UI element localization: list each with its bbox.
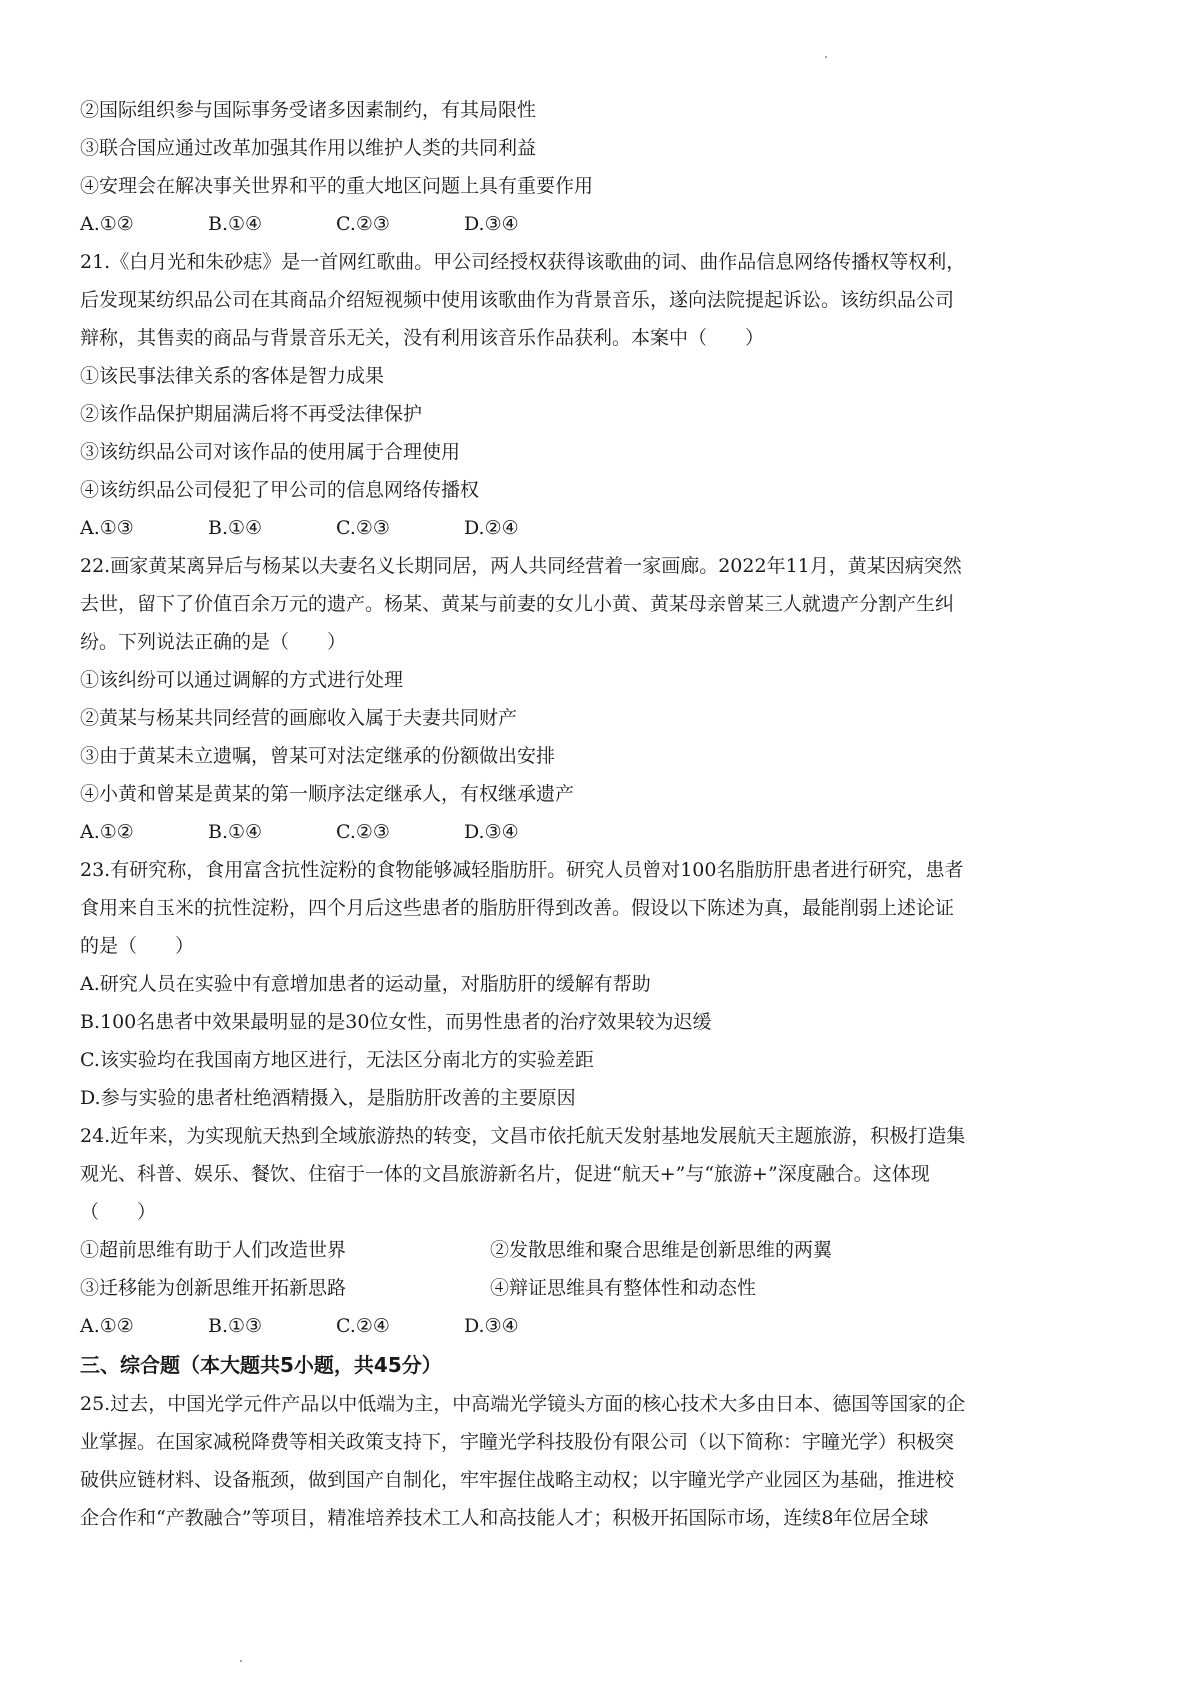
scan-speck — [240, 1660, 242, 1662]
q22-stem-line-2: 去世，留下了价值百余万元的遗产。杨某、黄某与前妻的女儿小黄、黄某母亲曾某三人就遗产分割产生纠 — [80, 593, 955, 615]
q23-option-b: B.100名患者中效果最明显的是30位女性，而男性患者的治疗效果较为迟缓 — [80, 1011, 712, 1033]
q24-item-3: ③迁移能为创新思维开拓新思路 — [80, 1277, 347, 1299]
q22-item-3: ③由于黄某未立遗嘱，曾某可对法定继承的份额做出安排 — [80, 745, 556, 767]
q20-option-b: B.①④ — [208, 213, 263, 235]
q24-item-4: ④辩证思维具有整体性和动态性 — [490, 1277, 757, 1299]
q21-option-b: B.①④ — [208, 517, 263, 539]
q22-item-1: ①该纠纷可以通过调解的方式进行处理 — [80, 669, 404, 691]
q21-item-4: ④该纺织品公司侵犯了甲公司的信息网络传播权 — [80, 479, 480, 501]
q21-stem-line-1: 21.《白月光和朱砂痣》是一首网红歌曲。甲公司经授权获得该歌曲的词、曲作品信息网络传播权等权利， — [80, 251, 966, 273]
q24-stem-line-1: 24.近年来，为实现航天热到全域旅游热的转变，文昌市依托航天发射基地发展航天主题旅游，积极打造集 — [80, 1125, 966, 1147]
q23-option-a: A.研究人员在实验中有意增加患者的运动量，对脂肪肝的缓解有帮助 — [80, 973, 651, 995]
q22-option-c: C.②③ — [336, 821, 390, 843]
section-heading: 三、综合题（本大题共5小题，共45分） — [80, 1353, 442, 1377]
q24-stem-line-3: （ ） — [80, 1201, 157, 1223]
q21-item-2: ②该作品保护期届满后将不再受法律保护 — [80, 403, 423, 425]
q24-stem-line-2: 观光、科普、娱乐、餐饮、住宿于一体的文昌旅游新名片，促进“航天+”与“旅游+”深度融合。这体现 — [80, 1163, 930, 1185]
q24-option-d: D.③④ — [464, 1315, 519, 1337]
q21-item-3: ③该纺织品公司对该作品的使用属于合理使用 — [80, 441, 461, 463]
q23-stem-line-1: 23.有研究称，食用富含抗性淀粉的食物能够减轻脂肪肝。研究人员曾对100名脂肪肝患者进行研究，患者 — [80, 859, 964, 881]
q20-option-d: D.③④ — [464, 213, 519, 235]
q23-option-d: D.参与实验的患者杜绝酒精摄入，是脂肪肝改善的主要原因 — [80, 1087, 576, 1109]
q25-stem-line-3: 破供应链材料、设备瓶颈，做到国产自制化，牢牢握住战略主动权；以宇瞳光学产业园区为基础，推进校 — [80, 1469, 955, 1491]
q25-stem-line-2: 业掌握。在国家减税降费等相关政策支持下，宇瞳光学科技股份有限公司（以下简称：宇瞳光学）积极突 — [80, 1431, 955, 1453]
q25-stem-line-4: 企合作和“产教融合”等项目，精准培养技术工人和高技能人才；积极开拓国际市场，连续8年位居全球 — [80, 1507, 929, 1529]
q20-option-c: C.②③ — [336, 213, 390, 235]
q21-option-d: D.②④ — [464, 517, 519, 539]
q24-option-b: B.①③ — [208, 1315, 263, 1337]
q24-item-2: ②发散思维和聚合思维是创新思维的两翼 — [490, 1239, 833, 1261]
q22-option-a: A.①② — [80, 821, 134, 843]
q20-item-2: ②国际组织参与国际事务受诸多因素制约，有其局限性 — [80, 99, 537, 121]
q24-item-1: ①超前思维有助于人们改造世界 — [80, 1239, 347, 1261]
q25-stem-line-1: 25.过去，中国光学元件产品以中低端为主，中高端光学镜头方面的核心技术大多由日本、德国等国家的企 — [80, 1393, 966, 1415]
q20-item-3: ③联合国应通过改革加强其作用以维护人类的共同利益 — [80, 137, 537, 159]
q21-option-a: A.①③ — [80, 517, 134, 539]
q21-option-c: C.②③ — [336, 517, 390, 539]
q24-option-c: C.②④ — [336, 1315, 390, 1337]
q20-option-a: A.①② — [80, 213, 134, 235]
q21-stem-line-3: 辩称，其售卖的商品与背景音乐无关，没有利用该音乐作品获利。本案中（ ） — [80, 327, 765, 349]
q22-item-2: ②黄某与杨某共同经营的画廊收入属于夫妻共同财产 — [80, 707, 518, 729]
q22-stem-line-1: 22.画家黄某离异后与杨某以夫妻名义长期同居，两人共同经营着一家画廊。2022年11月，黄某因病突然 — [80, 555, 962, 577]
q22-option-b: B.①④ — [208, 821, 263, 843]
q23-stem-line-2: 食用来自玉米的抗性淀粉，四个月后这些患者的脂肪肝得到改善。假设以下陈述为真，最能削弱上述论证 — [80, 897, 955, 919]
q24-option-a: A.①② — [80, 1315, 134, 1337]
q21-stem-line-2: 后发现某纺织品公司在其商品介绍短视频中使用该歌曲作为背景音乐，遂向法院提起诉讼。该纺织品公司 — [80, 289, 955, 311]
q23-option-c: C.该实验均在我国南方地区进行，无法区分南北方的实验差距 — [80, 1049, 594, 1071]
q21-item-1: ①该民事法律关系的客体是智力成果 — [80, 365, 385, 387]
scan-speck — [825, 56, 827, 58]
q22-item-4: ④小黄和曾某是黄某的第一顺序法定继承人，有权继承遗产 — [80, 783, 575, 805]
q22-option-d: D.③④ — [464, 821, 519, 843]
q20-item-4: ④安理会在解决事关世界和平的重大地区问题上具有重要作用 — [80, 175, 594, 197]
q23-stem-line-3: 的是（ ） — [80, 935, 195, 957]
q22-stem-line-3: 纷。下列说法正确的是（ ） — [80, 631, 347, 653]
